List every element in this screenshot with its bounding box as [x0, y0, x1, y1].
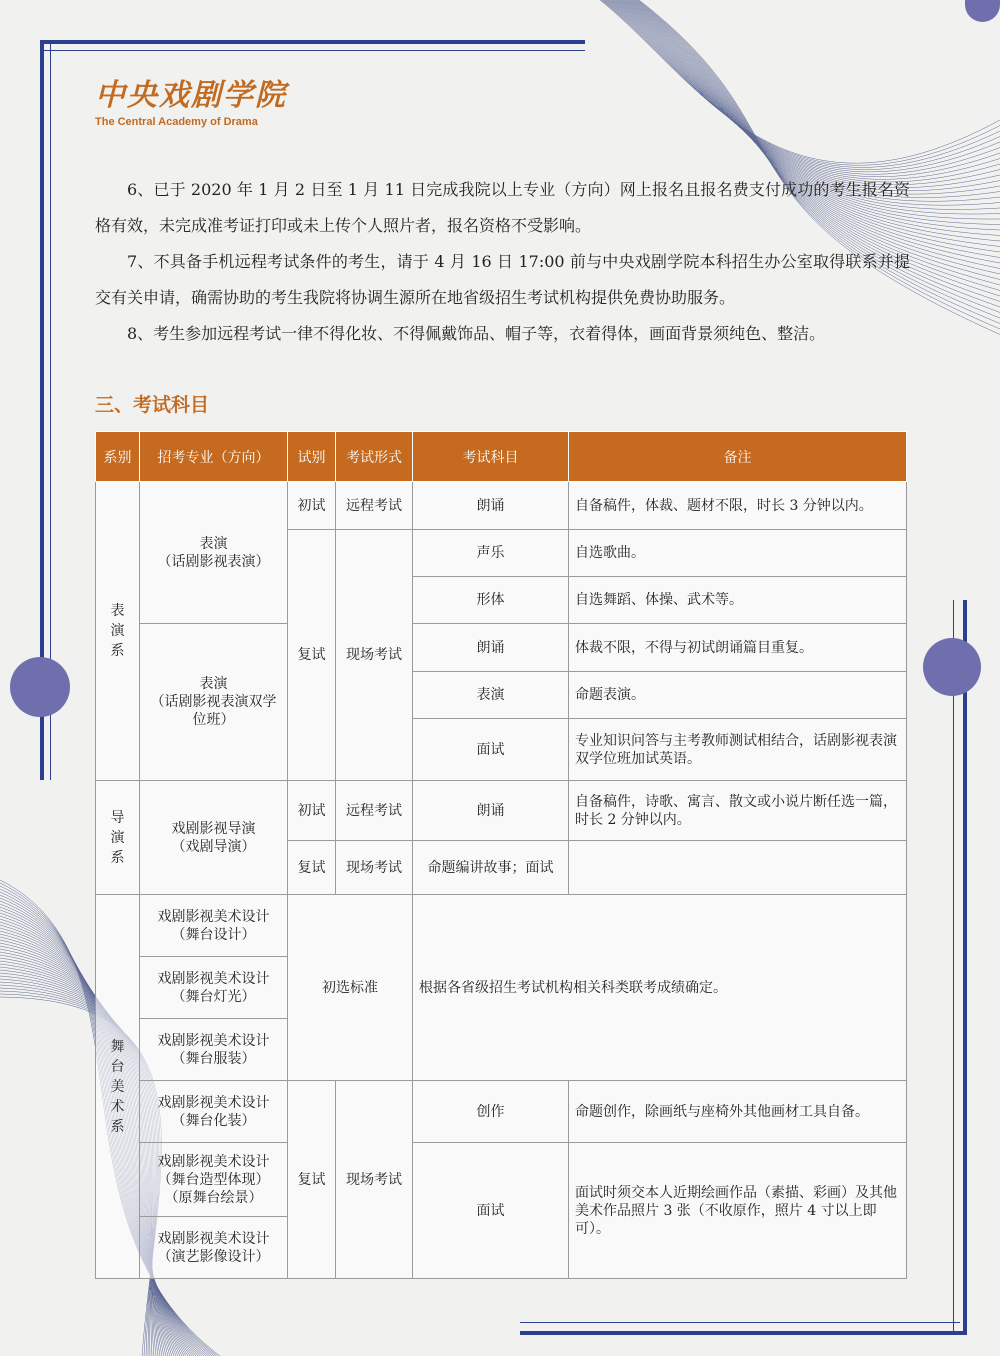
table-row	[96, 1143, 907, 1217]
paragraph-8: 8、考生参加远程考试一律不得化妆、不得佩戴饰品、帽子等，衣着得体，画面背景须纯色、整洁。	[127, 324, 826, 343]
note-cell: 自选歌曲。	[569, 530, 907, 577]
header-note: 备注	[569, 432, 907, 482]
header-stage: 试别	[288, 432, 336, 482]
table-row	[96, 781, 907, 841]
logo-chinese: 中央戏剧学院	[95, 78, 287, 113]
table-header-row	[96, 432, 907, 482]
table-row	[96, 1081, 907, 1143]
notice-paragraphs	[95, 172, 910, 352]
subject-cell: 朗诵	[413, 624, 569, 672]
note-cell: 专业知识问答与主考教师测试相结合，话剧影视表演双学位班加试英语。	[569, 719, 907, 781]
header-dept: 系别	[96, 432, 140, 482]
table-row	[96, 482, 907, 530]
section-title: 三、考试科目	[95, 394, 210, 416]
form-cell: 现场考试	[336, 1081, 413, 1279]
subject-cell: 朗诵	[413, 482, 569, 530]
subject-cell: 朗诵	[413, 781, 569, 841]
academy-logo	[95, 80, 287, 128]
major-acting-1: 表演 （话剧影视表演）	[140, 482, 288, 624]
frame-line-right-thin	[953, 600, 954, 1335]
dept-stage-art: 舞 台 美 术 系	[96, 895, 140, 1279]
note-cell: 自备稿件，体裁、题材不限，时长 3 分钟以内。	[569, 482, 907, 530]
note-cell: 命题表演。	[569, 672, 907, 719]
exam-subjects-table	[95, 431, 907, 1279]
subject-cell: 面试	[413, 1143, 569, 1279]
major-acting-2: 表演 （话剧影视表演双学 位班）	[140, 624, 288, 781]
stage-cell: 复试	[288, 1081, 336, 1279]
primary-standard-note: 根据各省级招生考试机构相关科类联考成绩确定。	[413, 895, 907, 1081]
frame-line-bottom	[520, 1331, 967, 1335]
stage-cell: 复试	[288, 841, 336, 895]
major-directing: 戏剧影视导演 （戏剧导演）	[140, 781, 288, 895]
header-major: 招考专业（方向）	[140, 432, 288, 482]
note-cell: 面试时须交本人近期绘画作品（素描、彩画）及其他美术作品照片 3 张（不收原作，照片 4 寸以上即可）。	[569, 1143, 907, 1279]
form-cell: 现场考试	[336, 841, 413, 895]
dept-acting: 表 演 系	[96, 482, 140, 781]
stage-major: 戏剧影视美术设计 （舞台化装）	[140, 1081, 288, 1143]
note-cell: 自选舞蹈、体操、武术等。	[569, 577, 907, 624]
primary-standard-label: 初选标准	[288, 895, 413, 1081]
frame-line-right	[963, 600, 967, 1335]
table-row	[96, 895, 907, 957]
note-cell	[569, 841, 907, 895]
subject-cell: 面试	[413, 719, 569, 781]
frame-line-bottom-thin	[520, 1322, 960, 1323]
frame-line-top-thin	[40, 50, 585, 51]
subject-cell: 创作	[413, 1081, 569, 1143]
stage-cell: 复试	[288, 530, 336, 781]
stage-major: 戏剧影视美术设计 （演艺影像设计）	[140, 1217, 288, 1279]
subject-cell: 形体	[413, 577, 569, 624]
form-cell: 现场考试	[336, 530, 413, 781]
paragraph-7: 7、不具备手机远程考试条件的考生，请于 4 月 16 日 17:00 前与中央戏剧学院本科招生办公室取得联系并提交有关申请，确需协助的考生我院将协调生源所在地省级招生考试机构提供免费协助服务。	[95, 252, 910, 307]
stage-major: 戏剧影视美术设计 （舞台造型体现） （原舞台绘景）	[140, 1143, 288, 1217]
note-cell: 命题创作，除画纸与座椅外其他画材工具自备。	[569, 1081, 907, 1143]
note-cell: 自备稿件，诗歌、寓言、散文或小说片断任选一篇，时长 2 分钟以内。	[569, 781, 907, 841]
logo-english: The Central Academy of Drama	[95, 116, 258, 128]
header-subject: 考试科目	[413, 432, 569, 482]
subject-cell: 命题编讲故事；面试	[413, 841, 569, 895]
subject-cell: 声乐	[413, 530, 569, 577]
header-form: 考试形式	[336, 432, 413, 482]
frame-line-top	[40, 40, 585, 44]
subject-cell: 表演	[413, 672, 569, 719]
stage-major: 戏剧影视美术设计 （舞台设计）	[140, 895, 288, 957]
dept-directing: 导 演 系	[96, 781, 140, 895]
table-row	[96, 624, 907, 672]
stage-major: 戏剧影视美术设计 （舞台灯光）	[140, 957, 288, 1019]
stage-cell: 初试	[288, 482, 336, 530]
form-cell: 远程考试	[336, 482, 413, 530]
stage-cell: 初试	[288, 781, 336, 841]
decor-circle-right	[923, 638, 981, 696]
note-cell: 体裁不限，不得与初试朗诵篇目重复。	[569, 624, 907, 672]
stage-major: 戏剧影视美术设计 （舞台服装）	[140, 1019, 288, 1081]
decor-circle-left	[10, 657, 70, 717]
paragraph-6: 6、已于 2020 年 1 月 2 日至 1 月 11 日完成我院以上专业（方向）网上报名且报名费支付成功的考生报名资格有效，未完成准考证打印或未上传个人照片者，报名资格不受影响。	[95, 180, 910, 235]
form-cell: 远程考试	[336, 781, 413, 841]
